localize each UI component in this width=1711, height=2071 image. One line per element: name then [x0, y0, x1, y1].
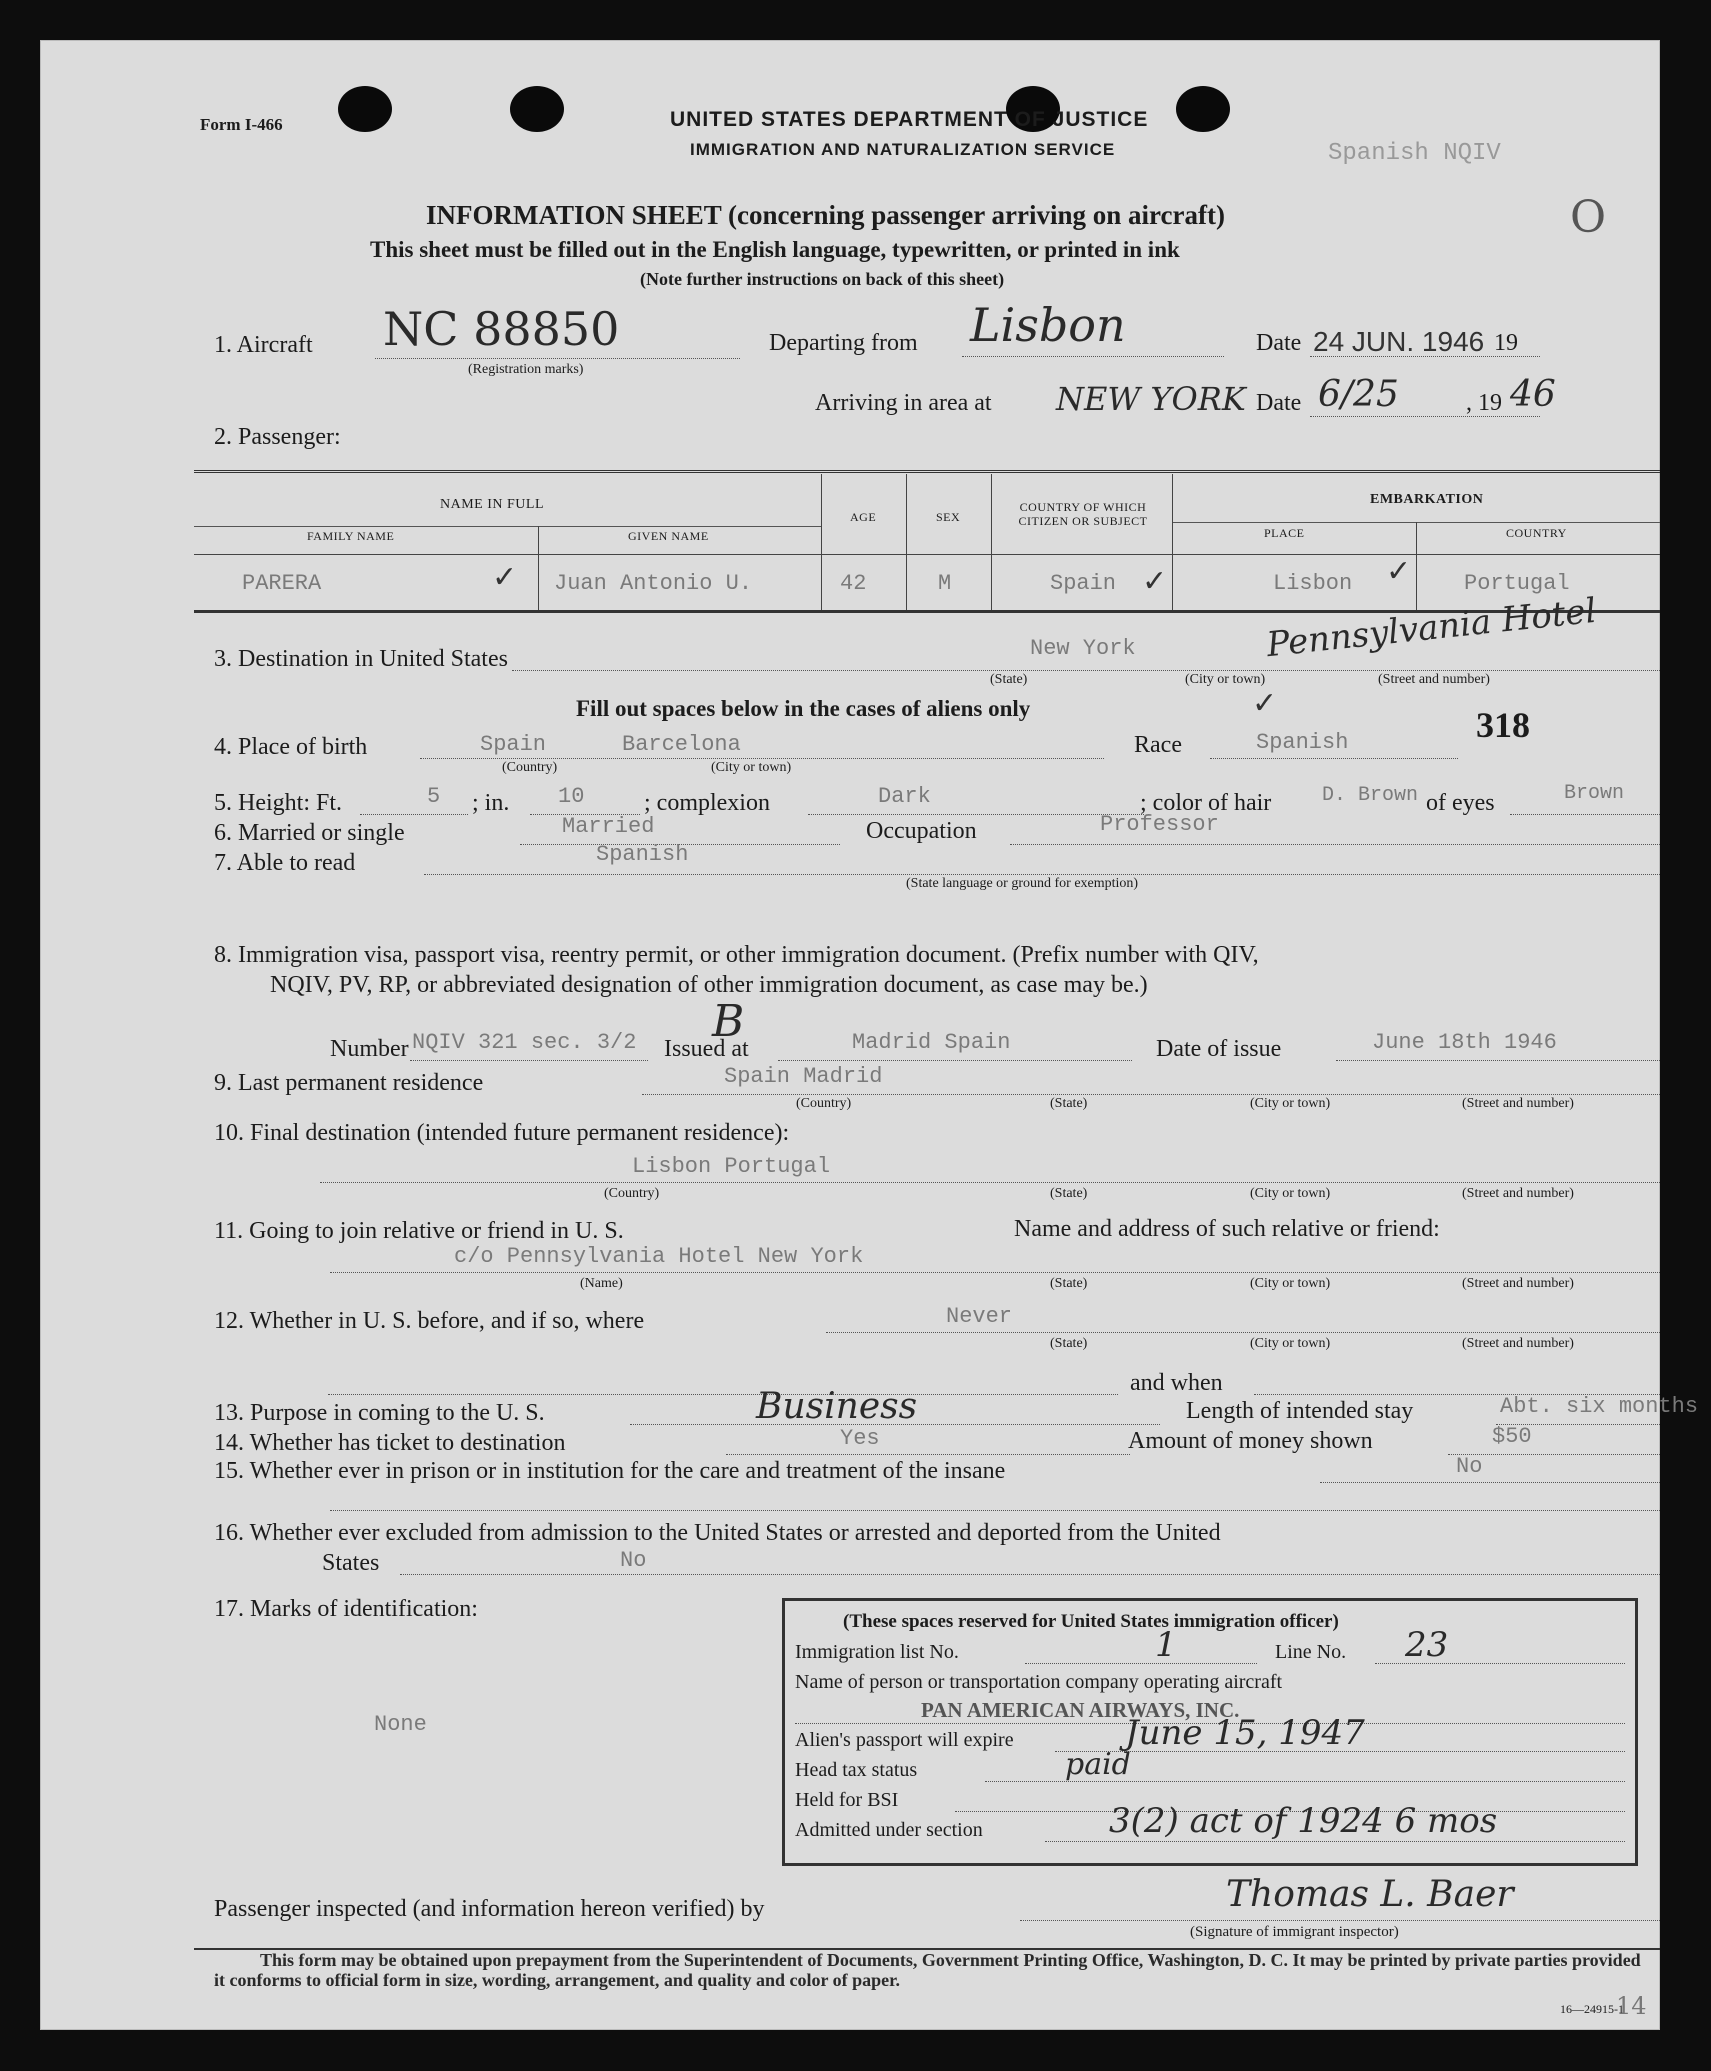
aliens-heading: Fill out spaces below in the cases of aliens only — [576, 696, 1031, 721]
read-label: 7. Able to read — [214, 850, 356, 876]
residence-label: 9. Last permanent residence — [214, 1070, 484, 1096]
information-sheet — [40, 40, 1699, 2030]
destination-caption-state: (State) — [990, 672, 1028, 687]
citizen-cell: Spain — [1050, 571, 1117, 596]
col-divider — [1172, 474, 1173, 610]
ticket-line — [726, 1454, 1130, 1455]
th-sex: SEX — [936, 510, 961, 524]
section-value: 3(2) act of 1924 6 mos — [1109, 1801, 1498, 1841]
number-line — [410, 1060, 648, 1061]
final-caption-street: (Street and number) — [1462, 1186, 1574, 1201]
purpose-label: 13. Purpose in coming to the U. S. — [214, 1400, 545, 1426]
col-divider — [821, 474, 822, 610]
date-issue-label: Date of issue — [1156, 1036, 1282, 1062]
number-label: Number — [330, 1036, 409, 1062]
complexion-value: Dark — [878, 784, 931, 809]
col-divider — [906, 474, 907, 610]
excluded-line2: States — [322, 1550, 380, 1576]
final-caption-state: (State) — [1050, 1186, 1088, 1201]
residence-caption-street: (Street and number) — [1462, 1096, 1574, 1111]
departure-date-stamp: 24 JUN. 1946 — [1313, 326, 1485, 357]
destination-line — [512, 670, 1660, 671]
prison-line-2 — [330, 1510, 1660, 1511]
residence-caption-state: (State) — [1050, 1096, 1088, 1111]
col-divider — [1416, 522, 1417, 610]
height-ft: 5 — [427, 784, 441, 809]
relative-caption-street: (Street and number) — [1462, 1276, 1574, 1291]
relative-caption-name: (Name) — [580, 1276, 623, 1291]
ticket-value: Yes — [840, 1426, 880, 1451]
relative-line — [330, 1272, 1660, 1273]
aircraft-value: NC 88850 — [383, 302, 620, 356]
stay-value: Abt. six months — [1500, 1394, 1699, 1419]
service-name: IMMIGRATION AND NATURALIZATION SERVICE — [690, 140, 1116, 159]
tax-value: paid — [1065, 1747, 1131, 1782]
document-line2: NQIV, PV, RP, or abbreviated designation of other immigration document, as case may be.) — [270, 972, 1148, 998]
embark-country-cell: Portugal — [1464, 571, 1570, 596]
check-mark: ✓ — [1252, 686, 1278, 721]
aircraft-label: 1. Aircraft — [214, 332, 313, 358]
punch-hole — [1176, 86, 1230, 132]
hair-label: ; color of hair — [1140, 790, 1272, 816]
birth-city: Barcelona — [622, 732, 741, 757]
tax-label: Head tax status — [795, 1759, 918, 1781]
date-issue-value: June 18th 1946 — [1372, 1030, 1557, 1055]
relative-name-label: Name and address of such relative or friend: — [1014, 1216, 1440, 1242]
passport-label: Alien's passport will expire — [795, 1729, 1014, 1751]
final-caption-city: (City or town) — [1250, 1186, 1331, 1201]
aircraft-line — [375, 358, 740, 359]
before-value: Never — [946, 1304, 1013, 1329]
prison-value: No — [1456, 1454, 1483, 1479]
arriving-value: NEW YORK — [1056, 380, 1246, 418]
officer-box — [782, 1598, 1638, 1866]
relative-caption-state: (State) — [1050, 1276, 1088, 1291]
th-embarkation: EMBARKATION — [1370, 492, 1484, 507]
final-dest-label: 10. Final destination (intended future permanent residence): — [214, 1120, 790, 1146]
bsi-label: Held for BSI — [795, 1789, 899, 1811]
document-line1: 8. Immigration visa, passport visa, reentry permit, or other immigration document. (Prefix number with QIV, — [214, 942, 1259, 968]
sex-cell: M — [938, 571, 952, 596]
company-value: PAN AMERICAN AIRWAYS, INC. — [921, 1698, 1240, 1722]
issued-line — [778, 1060, 1132, 1061]
passport-value: June 15, 1947 — [1125, 1713, 1365, 1753]
th-country-citizen: COUNTRY OF WHICH CITIZEN OR SUBJECT — [1018, 500, 1148, 528]
corner-mark: O — [1570, 192, 1607, 243]
birth-line — [420, 758, 1104, 759]
race-line — [1210, 758, 1458, 759]
footer-code: 16—24915-1 — [1560, 2002, 1624, 2016]
departing-value: Lisbon — [970, 298, 1126, 352]
race-value: Spanish — [1256, 730, 1349, 755]
eyes-line — [1510, 814, 1660, 815]
col-divider — [991, 474, 992, 610]
number-stamp: 318 — [1476, 705, 1530, 745]
destination-caption-city: (City or town) — [1185, 672, 1266, 687]
list-line — [1025, 1663, 1257, 1664]
page-title: INFORMATION SHEET (concerning passenger arriving on aircraft) — [426, 200, 1225, 230]
title-note: (Note further instructions on back of this sheet) — [640, 269, 1005, 289]
hair-value: D. Brown — [1322, 784, 1419, 807]
complexion-line — [808, 814, 1144, 815]
before-caption-state: (State) — [1050, 1336, 1088, 1351]
departing-label: Departing from — [769, 330, 918, 356]
check-mark: ✓ — [1386, 554, 1412, 589]
before-caption-city: (City or town) — [1250, 1336, 1331, 1351]
given-name-cell: Juan Antonio U. — [554, 571, 753, 596]
col-divider — [538, 526, 539, 610]
birth-country: Spain — [480, 732, 547, 757]
arrival-date-line — [1310, 416, 1540, 417]
residence-line — [642, 1094, 1660, 1095]
excluded-line — [400, 1574, 1660, 1575]
list-label: Immigration list No. — [795, 1641, 959, 1663]
date-suffix: 19 — [1494, 330, 1518, 356]
final-dest-line — [320, 1182, 1660, 1183]
arriving-label: Arriving in area at — [815, 390, 992, 416]
occupation-label: Occupation — [866, 818, 977, 844]
married-label: 6. Married or single — [214, 820, 405, 846]
table-header-rule — [194, 554, 1660, 555]
name-subheader-rule — [194, 526, 821, 527]
hand-mark-b: B — [712, 996, 745, 1047]
check-mark: ✓ — [1142, 564, 1168, 599]
birth-country-caption: (Country) — [502, 760, 558, 775]
purpose-value: Business — [756, 1386, 918, 1427]
stamp-top-right: Spanish NQIV — [1328, 140, 1501, 167]
section-line — [1045, 1841, 1625, 1842]
title-sub: This sheet must be filled out in the English language, typewritten, or printed in ink — [370, 237, 1180, 262]
th-given-name: GIVEN NAME — [628, 529, 709, 543]
height-label: 5. Height: Ft. — [214, 790, 343, 816]
arrival-date-label: Date — [1256, 390, 1302, 416]
destination-street: Pennsylvania Hotel — [1264, 590, 1599, 666]
departing-line — [962, 356, 1224, 357]
inspected-label: Passenger inspected (and information hereon verified) by — [214, 1896, 765, 1922]
punch-hole — [510, 86, 564, 132]
th-name-in-full: NAME IN FULL — [440, 497, 544, 512]
th-country: COUNTRY — [1506, 526, 1567, 540]
department-name: UNITED STATES DEPARTMENT OF JUSTICE — [670, 108, 1149, 131]
read-line — [424, 874, 1660, 875]
table-top-rule — [194, 470, 1660, 473]
residence-value: Spain Madrid — [724, 1064, 883, 1089]
arrival-year-value: 46 — [1510, 374, 1556, 415]
number-value: NQIV 321 sec. 3/2 — [412, 1030, 637, 1055]
ticket-label: 14. Whether has ticket to destination — [214, 1430, 566, 1456]
line-label: Line No. — [1275, 1641, 1347, 1663]
final-dest-value: Lisbon Portugal — [632, 1154, 831, 1179]
relative-label: 11. Going to join relative or friend in U. S. — [214, 1218, 624, 1244]
occupation-line — [1010, 844, 1660, 845]
prison-line — [1320, 1482, 1660, 1483]
final-caption-country: (Country) — [604, 1186, 660, 1201]
relative-value: c/o Pennsylvania Hotel New York — [454, 1244, 864, 1269]
before-line — [826, 1332, 1660, 1333]
occupation-value: Professor — [1100, 812, 1219, 837]
reg-caption: (Registration marks) — [468, 362, 584, 377]
prison-label: 15. Whether ever in prison or in institution for the care and treatment of the insane — [214, 1458, 1006, 1484]
inspector-signature: Thomas L. Baer — [1226, 1874, 1514, 1915]
page-mark: 14 — [1616, 1992, 1647, 2020]
complexion-label: ; complexion — [644, 790, 770, 816]
passenger-label: 2. Passenger: — [214, 424, 341, 450]
th-age: AGE — [850, 510, 877, 524]
punch-hole — [338, 86, 392, 132]
form-number: Form I-466 — [200, 115, 283, 134]
excluded-value: No — [620, 1548, 647, 1573]
destination-label: 3. Destination in United States — [214, 646, 508, 672]
section-label: Admitted under section — [795, 1819, 983, 1841]
race-label: Race — [1134, 732, 1182, 758]
arrival-date-value: 6/25 — [1318, 374, 1399, 415]
money-value: $50 — [1492, 1424, 1532, 1449]
height-in: 10 — [558, 784, 585, 809]
company-label: Name of person or transportation company operating aircraft — [795, 1671, 1283, 1693]
signature-caption: (Signature of immigrant inspector) — [1190, 1924, 1399, 1940]
footer-text: This form may be obtained upon prepayment from the Superintendent of Documents, Government Printing Office, Washington, D. C. It may be printed by private parties provided it conforms to official form in size, wording, arrangement, and quality and color of paper. — [214, 1950, 1641, 1990]
residence-caption-country: (Country) — [796, 1096, 852, 1111]
money-label: Amount of money shown — [1128, 1428, 1373, 1454]
issued-label: Issued at — [664, 1036, 749, 1062]
issued-value: Madrid Spain — [852, 1030, 1011, 1055]
signature-line — [1020, 1920, 1660, 1921]
stay-label: Length of intended stay — [1186, 1398, 1414, 1424]
relative-caption-city: (City or town) — [1250, 1276, 1331, 1291]
residence-caption-city: (City or town) — [1250, 1096, 1331, 1111]
arrival-year-prefix: , 19 — [1466, 390, 1502, 416]
height-in-label: ; in. — [472, 790, 510, 816]
before-when-line — [328, 1394, 1118, 1395]
birth-city-caption: (City or town) — [711, 760, 792, 775]
embark-place-cell: Lisbon — [1273, 571, 1353, 596]
before-caption-street: (Street and number) — [1462, 1336, 1574, 1351]
when-label: and when — [1130, 1370, 1223, 1396]
read-value: Spanish — [596, 842, 689, 867]
excluded-line1: 16. Whether ever excluded from admission to the United States or arrested and deported from the United — [214, 1520, 1221, 1546]
destination-state: New York — [1030, 636, 1136, 661]
family-name-cell: PARERA — [242, 571, 322, 596]
date-label: Date — [1256, 330, 1302, 356]
read-caption: (State language or ground for exemption) — [906, 876, 1139, 891]
eyes-value: Brown — [1564, 782, 1625, 805]
birth-label: 4. Place of birth — [214, 734, 368, 760]
married-value: Married — [562, 814, 655, 839]
age-cell: 42 — [840, 571, 867, 596]
marks-value: None — [374, 1712, 427, 1737]
marks-label: 17. Marks of identification: — [214, 1596, 478, 1622]
line-value: 23 — [1405, 1625, 1449, 1665]
height-ft-line — [360, 814, 468, 815]
th-place: PLACE — [1264, 526, 1305, 540]
before-label: 12. Whether in U. S. before, and if so, where — [214, 1308, 645, 1334]
th-family-name: FAMILY NAME — [307, 529, 395, 543]
eyes-label: of eyes — [1426, 790, 1495, 816]
date-issue-line — [1336, 1060, 1660, 1061]
departure-date-line — [1310, 356, 1540, 357]
destination-caption-street: (Street and number) — [1378, 672, 1490, 687]
check-mark: ✓ — [492, 560, 518, 595]
list-value: 1 — [1155, 1625, 1177, 1665]
officer-box-title: (These spaces reserved for United States immigration officer) — [843, 1611, 1339, 1632]
